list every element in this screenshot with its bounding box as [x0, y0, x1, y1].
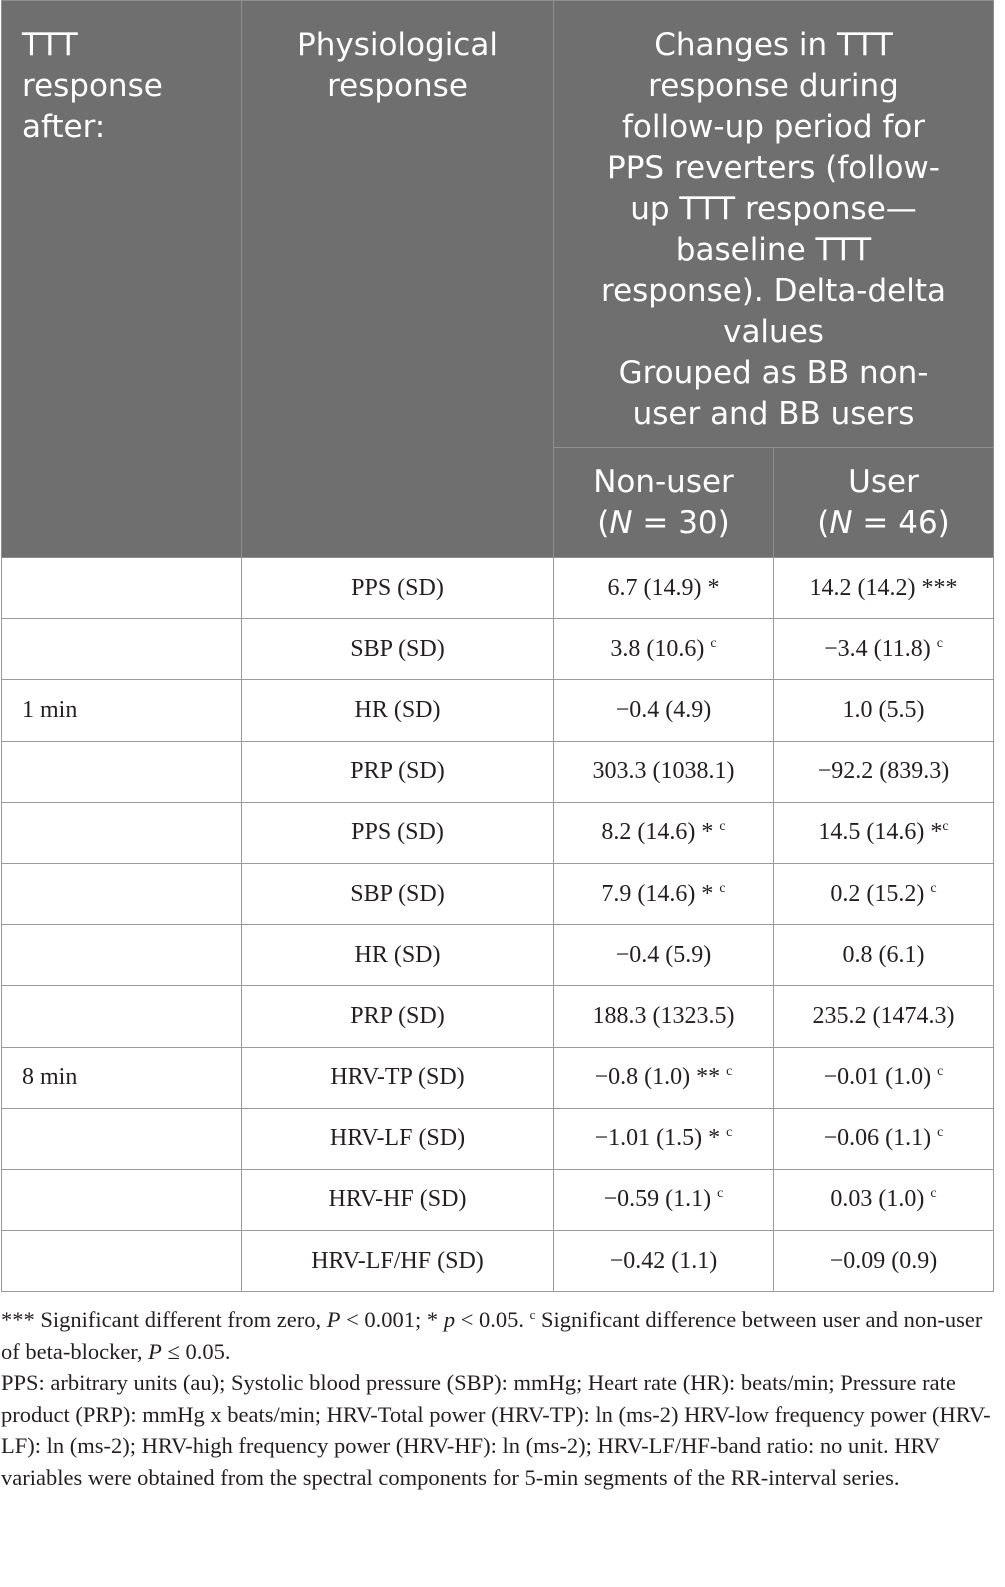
time-cell: [2, 619, 242, 680]
table-row: [2, 986, 994, 1047]
table-row: [2, 925, 994, 986]
measure-cell: HR (SD): [242, 680, 554, 741]
time-cell: [2, 863, 242, 924]
measure-cell: HRV-TP (SD): [242, 1047, 554, 1108]
header-ttt-response-after: TTT response after:: [2, 1, 242, 558]
measure-cell: HR (SD): [242, 925, 554, 986]
nonuser-cell: 188.3 (1323.5): [554, 986, 774, 1047]
nonuser-cell: −0.42 (1.1): [554, 1231, 774, 1292]
user-cell: 0.8 (6.1): [774, 925, 994, 986]
table-row: [2, 558, 994, 619]
measure-cell: PRP (SD): [242, 986, 554, 1047]
time-cell: 1 min: [2, 680, 242, 741]
table-row: [2, 619, 994, 680]
table-row: [2, 1169, 994, 1230]
table-row: [2, 1108, 994, 1169]
results-table: [1, 0, 994, 1292]
nonuser-cell: −0.59 (1.1) $^c$: [554, 1169, 774, 1230]
time-cell: [2, 1108, 242, 1169]
measure-cell: HRV-LF/HF (SD): [242, 1231, 554, 1292]
significance-footnote: *** Significant different from zero, P < 0.001; * p < 0.05. $^c$ Significant difference between user and non-user of beta-blocker, P ≤ 0.05.: [1, 1307, 983, 1364]
measure-cell: PRP (SD): [242, 741, 554, 802]
header-user: User (N = 46): [774, 448, 994, 558]
nonuser-cell: 6.7 (14.9) *: [554, 558, 774, 619]
nonuser-cell: −0.4 (4.9): [554, 680, 774, 741]
header-physiological-response: Physiological response: [242, 1, 554, 558]
time-cell: [2, 741, 242, 802]
user-cell: 0.03 (1.0) $^c$: [774, 1169, 994, 1230]
table-row: [2, 1047, 994, 1108]
measure-cell: SBP (SD): [242, 863, 554, 924]
time-cell: [2, 1169, 242, 1230]
measure-cell: PPS (SD): [242, 802, 554, 863]
measure-cell: PPS (SD): [242, 558, 554, 619]
table-row: [2, 741, 994, 802]
user-cell: −92.2 (839.3): [774, 741, 994, 802]
measure-cell: HRV-LF (SD): [242, 1108, 554, 1169]
nonuser-cell: 3.8 (10.6) $^c$: [554, 619, 774, 680]
measure-cell: SBP (SD): [242, 619, 554, 680]
user-cell: 14.5 (14.6) *$^c$: [774, 802, 994, 863]
time-cell: 8 min: [2, 1047, 242, 1108]
user-cell: −3.4 (11.8) $^c$: [774, 619, 994, 680]
user-cell: −0.01 (1.0) $^c$: [774, 1047, 994, 1108]
user-cell: 0.2 (15.2) $^c$: [774, 863, 994, 924]
user-cell: −0.09 (0.9): [774, 1231, 994, 1292]
table-footnotes: [1, 1304, 1003, 1493]
table-row: [2, 680, 994, 741]
nonuser-cell: −0.8 (1.0) ** $^c$: [554, 1047, 774, 1108]
time-cell: [2, 802, 242, 863]
header-changes-in-ttt-response: Changes in TTT response during follow-up period for PPS reverters (follow- up TTT response— baseline TTT response). Delta-delta values Grouped as BB non- user and BB users: [554, 1, 994, 448]
user-cell: −0.06 (1.1) $^c$: [774, 1108, 994, 1169]
units-footnote: PPS: arbitrary units (au); Systolic blood pressure (SBP): mmHg; Heart rate (HR): beats/min; Pressure rate product (PRP): mmHg x beats/min; HRV-Total power (HRV-TP): ln (ms-2) HRV-low frequency power (HRV-LF): ln (ms-2); HRV-high frequency power (HRV-HF): ln (ms-2); HRV-LF/HF-band ratio: no unit. HRV variables were obtained from the spectral components for 5-min segments of the RR-interval series.: [1, 1370, 991, 1490]
header-non-user: Non-user (N = 30): [554, 448, 774, 558]
user-cell: 235.2 (1474.3): [774, 986, 994, 1047]
time-cell: [2, 1231, 242, 1292]
user-cell: 14.2 (14.2) ***: [774, 558, 994, 619]
table-row: [2, 863, 994, 924]
table-row: [2, 1231, 994, 1292]
table-row: [2, 802, 994, 863]
time-cell: [2, 925, 242, 986]
nonuser-cell: 8.2 (14.6) * $^c$: [554, 802, 774, 863]
nonuser-cell: 7.9 (14.6) * $^c$: [554, 863, 774, 924]
nonuser-cell: −1.01 (1.5) * $^c$: [554, 1108, 774, 1169]
user-cell: 1.0 (5.5): [774, 680, 994, 741]
nonuser-cell: −0.4 (5.9): [554, 925, 774, 986]
measure-cell: HRV-HF (SD): [242, 1169, 554, 1230]
time-cell: [2, 986, 242, 1047]
time-cell: [2, 558, 242, 619]
nonuser-cell: 303.3 (1038.1): [554, 741, 774, 802]
